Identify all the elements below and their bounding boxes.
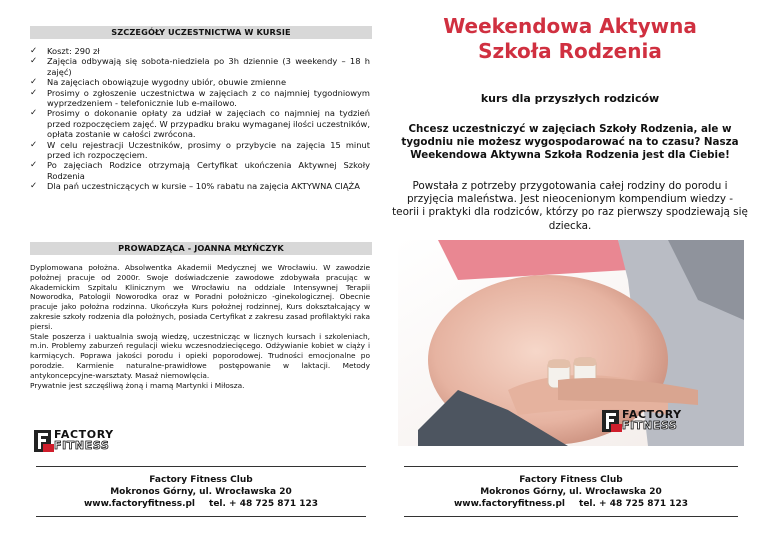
logo-text-line1: FACTORY [54, 428, 114, 441]
intro-description: Powstała z potrzeby przygotowania całej rodziny do porodu i przyjęcia maleństwa. Jest nieocenionym kompendium wiedzy - teorii i praktyki dla rodziców, którzy po raz pierwszy spodziewają się dziecka. [392, 180, 748, 232]
checkmark-icon: ✓ [30, 56, 38, 67]
checkmark-icon: ✓ [30, 77, 38, 88]
details-heading: SZCZEGÓŁY UCZESTNICTWA W KURSIE [30, 26, 372, 39]
logo-mark-icon [602, 410, 622, 432]
club-name: Factory Fitness Club [519, 475, 623, 485]
list-item: ✓ Dla pań uczestniczących w kursie – 10% rabatu na zajęcia AKTYWNA CIĄŻA [30, 181, 360, 192]
checkmark-icon: ✓ [30, 139, 38, 150]
lead-heading: PROWADZĄCA - JOANNA MŁYŃCZYK [30, 242, 372, 255]
bio-paragraph: Dyplomowana położna. Absolwentka Akademii Medycznej we Wrocławiu. W zawodzie położnej pracuje od 2000r. Swoje doświadczenie zawodowe zdobywała pracując w Akademickim Szpitalu Klinicznym we Wrocławiu na oddziale Intensywnej Terapii Noworodka, Patologii Noworodka oraz w Poradni położniczo -ginekologicznej. Obecnie pracuje jako położna rodzinna. Ukończyła Kurs położnej rodzinnej, Kurs dokształcający w zakresie szkoły rodzenia dla położnych, posiada Certyfikat z zakresu zasad profilaktyki raka piersi. [30, 263, 370, 331]
page-title: Weekendowa Aktywna Szkoła Rodzenia [443, 14, 697, 63]
bio-paragraph: Prywatnie jest szczęśliwą żoną i mamą Martynki i Miłosza. [30, 380, 245, 390]
list-item: ✓ Koszt: 290 zł [30, 46, 100, 56]
club-address: Mokronos Górny, ul. Wrocławska 20 [480, 487, 662, 497]
phone-number: tel. + 48 725 871 123 [579, 499, 689, 509]
intro-question: Chcesz uczestniczyć w zajęciach Szkoły Rodzenia, ale w tygodniu nie możesz wygospodarować na to czasu? Nasza Weekendowa Aktywna Szkoła Rodzenia jest dla Ciebie! [401, 123, 739, 162]
list-item: ✓ W celu rejestracji Uczestników, prosimy o przybycie na zajęcia 15 minut przed ich rozpoczęciem. [30, 139, 370, 161]
details-list [30, 46, 370, 192]
list-item: ✓ Prosimy o zgłoszenie uczestnictwa w zajęciach z co najmniej tygodniowym wyprzedzeniem - telefonicznie lub e-mailowo. [30, 87, 370, 109]
list-item: ✓ Na zajęciach obowiązuje wygodny ubiór, obuwie zmienne [30, 77, 287, 88]
website-link[interactable]: www.factoryfitness.pl [83, 499, 196, 509]
logo-text-line2: FITNESS [54, 439, 110, 452]
left-column [30, 0, 372, 543]
club-name: Factory Fitness Club [149, 475, 253, 485]
lead-bio [30, 263, 370, 390]
factory-fitness-logo [602, 408, 702, 436]
footer-contact-left [30, 466, 372, 517]
phone-number: tel. + 48 725 871 123 [209, 499, 319, 509]
logo-text-line1: FACTORY [622, 408, 682, 421]
factory-fitness-logo [34, 428, 134, 456]
logo-text-line2: FITNESS [622, 419, 678, 432]
checkmark-icon: ✓ [30, 108, 38, 119]
checkmark-icon: ✓ [30, 46, 38, 56]
bio-paragraph: Stale poszerza i uaktualnia swoją wiedzę, uczestnicząc w licznych kursach i szkoleniach, m.in. Problemy zaburzeń regulacji wieku wczesnodziecięcego. Odżywianie kobiet w ciąży i karmiących. Poprawa jakości porodu i opieki poporodowej. Trudności emocjonalne po porodzie. Karmienie naturalne-prawidłowe postępowanie w laktacji. Metody antykoncepcyjne-warsztaty. Masaż niemowlęcia. [30, 331, 370, 380]
list-item: ✓ Prosimy o dokonanie opłaty za udział w zajęciach co najmniej na tydzień przed rozpoczęciem zajęć. W przypadku braku wymaganej ilości uczestników, opłata zostanie w całości zwrócona. [30, 108, 370, 140]
list-item: ✓ Zajęcia odbywają się sobota-niedziela po 3h dziennie (3 weekendy – 18 h zajęć) [30, 56, 370, 77]
divider [36, 516, 366, 517]
logo-mark-icon [34, 430, 54, 452]
divider [404, 516, 738, 517]
checkmark-icon: ✓ [30, 87, 38, 98]
checkmark-icon: ✓ [30, 181, 38, 192]
checkmark-icon: ✓ [30, 160, 38, 171]
list-item: ✓ Po zajęciach Rodzice otrzymają Certyfikat ukończenia Aktywnej Szkoły Rodzenia [30, 160, 370, 181]
website-link[interactable]: www.factoryfitness.pl [453, 499, 566, 509]
footer-contact-right [398, 466, 744, 517]
right-column [392, 0, 748, 543]
page-subtitle: kurs dla przyszłych rodziców [480, 92, 660, 105]
club-address: Mokronos Górny, ul. Wrocławska 20 [110, 487, 292, 497]
